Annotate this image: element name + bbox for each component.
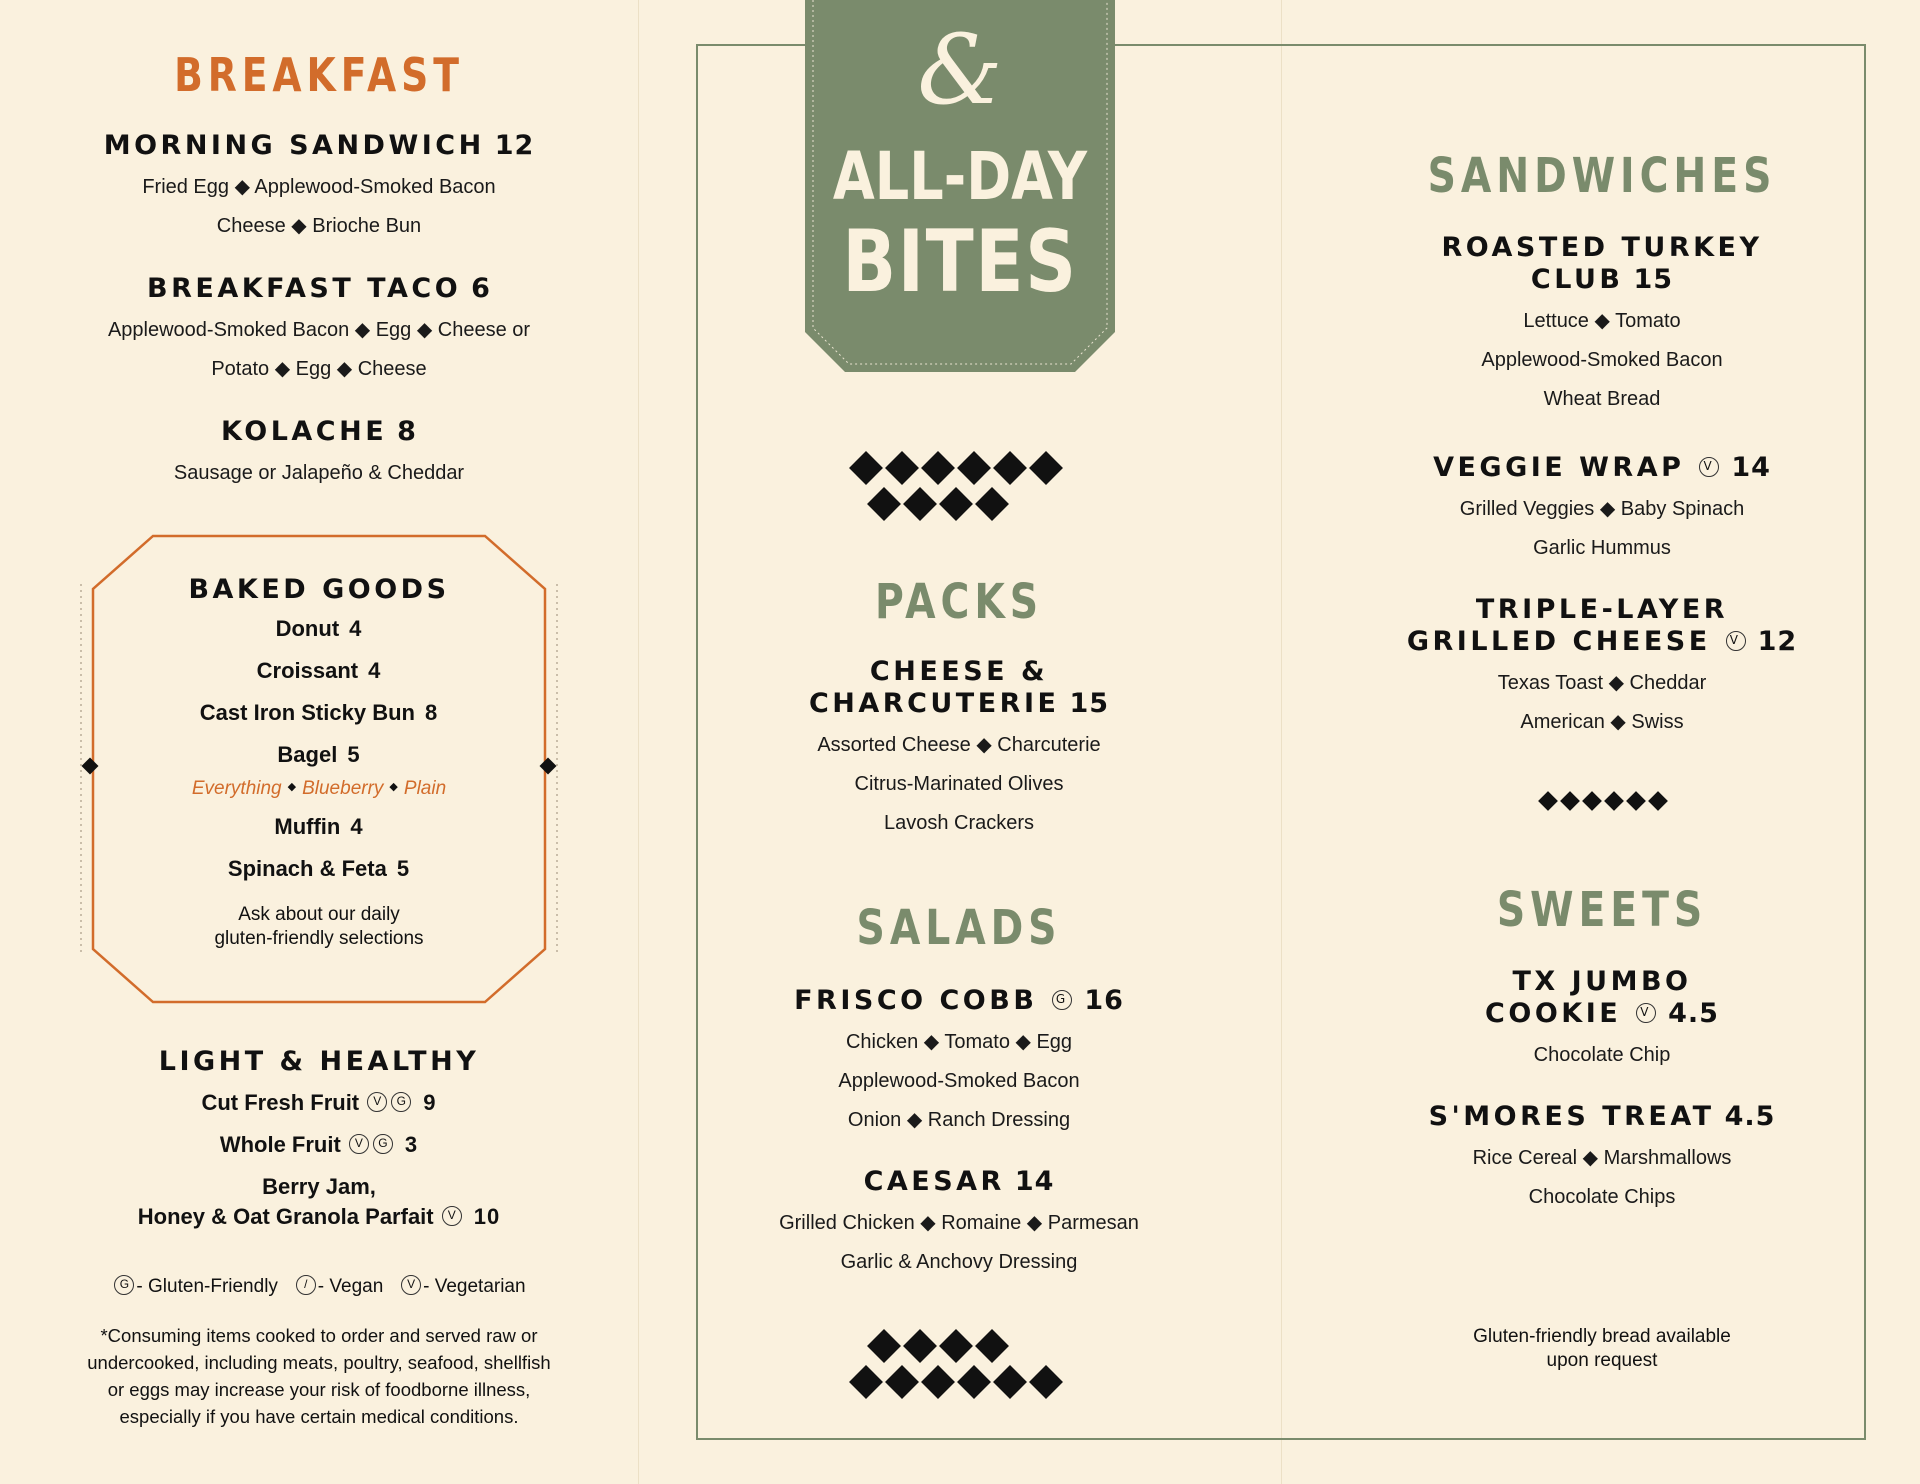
vegetarian-icon: V: [349, 1134, 369, 1154]
vegetarian-icon: V: [401, 1275, 421, 1295]
banner-line2: BITES: [842, 212, 1078, 312]
bagel-flavors: Everything ◆ Blueberry ◆ Plain: [191, 778, 447, 800]
item-name: BREAKFAST TACO: [147, 273, 462, 304]
salads-heading: SALADS: [856, 900, 1062, 956]
baked-goods-section: [0, 574, 638, 950]
vegetarian-icon: V: [1699, 457, 1719, 477]
healthy-item: Berry Jam,: [262, 1174, 376, 1199]
ampersand-logo: &: [917, 14, 1003, 126]
banner-line1: ALL-DAY: [832, 138, 1088, 215]
menu-item-caesar: CAESAR 14 Grilled Chicken ◆ Romaine ◆ Parmesan Garlic & Anchovy Dressing: [779, 1166, 1139, 1273]
gluten-friendly-icon: G: [373, 1134, 393, 1154]
item-name: KOLACHE: [221, 416, 388, 447]
menu-item-breakfast-taco: [0, 273, 638, 389]
baked-item: Croissant 4: [256, 658, 382, 683]
breakfast-heading: BREAKFAST: [174, 48, 464, 102]
baked-item: Cast Iron Sticky Bun 8: [199, 700, 439, 725]
item-desc: Potato ◆ Egg ◆ Cheese: [211, 358, 427, 380]
baked-goods-heading: BAKED GOODS: [188, 574, 450, 605]
bread-note: Gluten-friendly bread available upon request: [1473, 1326, 1731, 1371]
vegetarian-icon: V: [1726, 631, 1746, 651]
healthy-item: Cut Fresh Fruit V G 9: [201, 1090, 437, 1115]
healthy-item: Honey & Oat Granola Parfait V 10: [137, 1204, 501, 1229]
banner-text: [805, 0, 1115, 310]
item-desc: Fried Egg ◆ Applewood-Smoked Bacon: [142, 176, 496, 198]
packs-heading: PACKS: [874, 574, 1044, 630]
vegetarian-icon: V: [367, 1092, 387, 1112]
gluten-friendly-icon: G: [114, 1275, 134, 1295]
menu-item-kolache: [0, 416, 638, 493]
legend: G - Gluten-Friendly / - Vegan V - Vegetarian: [0, 1276, 638, 1298]
fold-line-left: [638, 0, 639, 1484]
vegan-icon: /: [296, 1275, 316, 1295]
sandwiches-heading: SANDWICHES: [1427, 148, 1777, 204]
item-price: 6: [471, 273, 491, 304]
gluten-friendly-icon: G: [391, 1092, 411, 1112]
diamond-ornament-small: [1536, 789, 1668, 813]
sweets-heading: SWEETS: [1496, 882, 1708, 938]
menu-item-morning-sandwich: [0, 130, 638, 246]
menu-item-roasted-turkey-club: ROASTED TURKEY CLUB 15 Lettuce ◆ Tomato Applewood-Smoked Bacon Wheat Bread: [1441, 232, 1763, 410]
baked-item: Muffin 4: [274, 814, 364, 840]
item-price: 12: [494, 130, 535, 161]
baked-item: Spinach & Feta 5: [227, 856, 411, 882]
gluten-note: gluten-friendly selections: [214, 928, 424, 950]
baked-item: Bagel 5: [277, 742, 361, 767]
item-desc: Cheese ◆ Brioche Bun: [216, 215, 422, 237]
vegetarian-icon: V: [1636, 1003, 1656, 1023]
diamond-ornament-bottom: [848, 1328, 1070, 1402]
item-desc: Sausage or Jalapeño & Cheddar: [173, 462, 465, 484]
item-name: MORNING SANDWICH: [103, 130, 485, 161]
gluten-friendly-icon: G: [1052, 990, 1072, 1010]
menu-item-cheese-charcuterie: CHEESE & CHARCUTERIE 15 Assorted Cheese ◆ Charcuterie Citrus-Marinated Olives Lavosh Crackers: [808, 656, 1110, 834]
menu-item-triple-layer-grilled-cheese: TRIPLE-LAYER GRILLED CHEESE V 12 Texas Toast ◆ Cheddar American ◆ Swiss: [1406, 594, 1798, 733]
disclaimer: *Consuming items cooked to order and served raw or undercooked, including meats, poultry, seafood, shellfish or eggs may increase your risk of foodborne illness, especially if you have certain medical conditions.: [87, 1325, 551, 1427]
diamond-ornament-top: [848, 450, 1070, 524]
vegetarian-icon: V: [442, 1206, 462, 1226]
healthy-item: Whole Fruit V G 3: [219, 1132, 419, 1157]
baked-item: Donut 4: [275, 616, 363, 641]
item-price: 8: [397, 416, 417, 447]
gluten-note: Ask about our daily: [238, 904, 400, 926]
menu-item-veggie-wrap: VEGGIE WRAP V 14 Grilled Veggies ◆ Baby Spinach Garlic Hummus: [1433, 452, 1771, 559]
menu-item-tx-jumbo-cookie: TX JUMBO COOKIE V 4.5 Chocolate Chip: [1485, 966, 1719, 1066]
light-healthy-section: [0, 1046, 638, 1232]
light-healthy-heading: LIGHT & HEALTHY: [158, 1046, 480, 1077]
menu-item-frisco-cobb: FRISCO COBB G 16 Chicken ◆ Tomato ◆ Egg Applewood-Smoked Bacon Onion ◆ Ranch Dressing: [794, 985, 1124, 1131]
menu-item-smores-treat: S'MORES TREAT 4.5 Rice Cereal ◆ Marshmallows Chocolate Chips: [1428, 1101, 1776, 1208]
item-desc: Applewood-Smoked Bacon ◆ Egg ◆ Cheese or: [107, 319, 531, 341]
